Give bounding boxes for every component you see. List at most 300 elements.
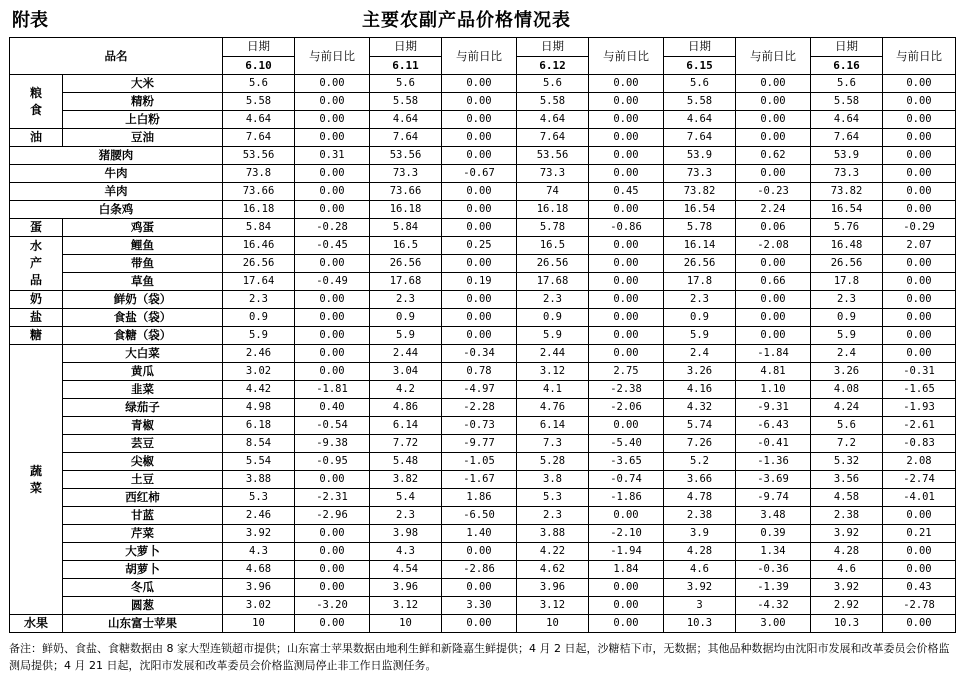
table-row — [10, 399, 956, 417]
page-title: 主要农副产品价格情况表 — [362, 10, 571, 31]
change-cell: 0.06 — [736, 219, 811, 237]
change-cell: -3.65 — [589, 453, 664, 471]
product-name: 甘蓝 — [63, 507, 223, 525]
price-cell: 53.56 — [517, 147, 589, 165]
change-cell: 1.84 — [589, 561, 664, 579]
change-cell: -3.69 — [736, 471, 811, 489]
price-cell: 4.24 — [811, 399, 883, 417]
date-value: 6.16 — [811, 56, 883, 75]
table-row — [10, 111, 956, 129]
table-row — [10, 453, 956, 471]
change-cell: -1.81 — [295, 381, 370, 399]
price-cell: 10.3 — [664, 615, 736, 633]
price-cell: 5.78 — [664, 219, 736, 237]
change-cell: -3.20 — [295, 597, 370, 615]
product-name: 冬瓜 — [63, 579, 223, 597]
change-cell: 0.00 — [442, 183, 517, 201]
price-cell: 5.6 — [517, 75, 589, 93]
price-cell: 0.9 — [664, 309, 736, 327]
price-cell: 26.56 — [223, 255, 295, 273]
price-cell: 3.96 — [370, 579, 442, 597]
change-cell: 0.00 — [589, 579, 664, 597]
price-cell: 5.74 — [664, 417, 736, 435]
product-name: 尖椒 — [63, 453, 223, 471]
price-cell: 5.32 — [811, 453, 883, 471]
price-cell: 16.5 — [517, 237, 589, 255]
change-cell: -0.41 — [736, 435, 811, 453]
price-cell: 3.12 — [517, 597, 589, 615]
price-cell: 4.64 — [811, 111, 883, 129]
price-cell: 17.8 — [664, 273, 736, 291]
change-cell: 0.00 — [295, 345, 370, 363]
change-cell: 0.00 — [295, 201, 370, 219]
product-name: 胡萝卜 — [63, 561, 223, 579]
price-cell: 5.28 — [517, 453, 589, 471]
price-cell: 5.9 — [517, 327, 589, 345]
change-cell: 0.00 — [589, 309, 664, 327]
price-cell: 4.76 — [517, 399, 589, 417]
table-row — [10, 597, 956, 615]
price-cell: 3.9 — [664, 525, 736, 543]
price-cell: 3.88 — [223, 471, 295, 489]
product-name: 猪腰肉 — [10, 147, 223, 165]
change-cell: 2.07 — [883, 237, 956, 255]
product-name: 上白粉 — [63, 111, 223, 129]
change-cell: 0.43 — [883, 579, 956, 597]
price-cell: 5.6 — [223, 75, 295, 93]
change-cell: -0.67 — [442, 165, 517, 183]
change-cell: 0.00 — [295, 309, 370, 327]
change-cell: -5.40 — [589, 435, 664, 453]
change-cell: 0.00 — [883, 507, 956, 525]
change-cell: 0.00 — [589, 615, 664, 633]
price-cell: 16.14 — [664, 237, 736, 255]
price-cell: 3.92 — [223, 525, 295, 543]
price-cell: 73.82 — [664, 183, 736, 201]
product-name: 白条鸡 — [10, 201, 223, 219]
price-cell: 7.64 — [223, 129, 295, 147]
date-header: 日期 — [223, 38, 295, 57]
change-cell: 0.00 — [589, 255, 664, 273]
price-cell: 4.2 — [370, 381, 442, 399]
price-cell: 4.86 — [370, 399, 442, 417]
price-cell: 6.14 — [517, 417, 589, 435]
change-cell: 0.00 — [442, 147, 517, 165]
change-cell: 0.00 — [589, 111, 664, 129]
change-cell: 0.00 — [736, 165, 811, 183]
product-name: 韭菜 — [63, 381, 223, 399]
change-cell: 0.00 — [295, 579, 370, 597]
table-row — [10, 291, 956, 309]
price-cell: 3.92 — [664, 579, 736, 597]
change-cell: -0.23 — [736, 183, 811, 201]
product-name: 羊肉 — [10, 183, 223, 201]
compare-header: 与前日比 — [442, 38, 517, 75]
price-cell: 5.9 — [664, 327, 736, 345]
table-row — [10, 201, 956, 219]
product-name: 西红柿 — [63, 489, 223, 507]
change-cell: 4.81 — [736, 363, 811, 381]
price-cell: 73.3 — [370, 165, 442, 183]
price-cell: 5.48 — [370, 453, 442, 471]
change-cell: 0.00 — [295, 165, 370, 183]
product-name: 大米 — [63, 75, 223, 93]
compare-header: 与前日比 — [736, 38, 811, 75]
change-cell: 0.00 — [295, 327, 370, 345]
price-cell: 74 — [517, 183, 589, 201]
product-name: 食盐（袋） — [63, 309, 223, 327]
change-cell: -0.31 — [883, 363, 956, 381]
price-cell: 0.9 — [370, 309, 442, 327]
table-row — [10, 165, 956, 183]
change-cell: -2.86 — [442, 561, 517, 579]
change-cell: -0.74 — [589, 471, 664, 489]
table-row — [10, 219, 956, 237]
change-cell: 0.00 — [883, 615, 956, 633]
price-cell: 4.54 — [370, 561, 442, 579]
change-cell: 0.19 — [442, 273, 517, 291]
price-cell: 0.9 — [223, 309, 295, 327]
change-cell: 0.00 — [883, 543, 956, 561]
table-row — [10, 525, 956, 543]
price-cell: 6.18 — [223, 417, 295, 435]
change-cell: 0.00 — [442, 543, 517, 561]
product-name: 山东富士苹果 — [63, 615, 223, 633]
change-cell: 0.00 — [295, 75, 370, 93]
change-cell: 1.34 — [736, 543, 811, 561]
table-row — [10, 543, 956, 561]
price-cell: 2.46 — [223, 507, 295, 525]
product-name: 豆油 — [63, 129, 223, 147]
product-name: 芹菜 — [63, 525, 223, 543]
change-cell: -1.93 — [883, 399, 956, 417]
product-name: 带鱼 — [63, 255, 223, 273]
change-cell: -2.06 — [589, 399, 664, 417]
price-cell: 3.04 — [370, 363, 442, 381]
change-cell: 0.00 — [883, 291, 956, 309]
change-cell: -4.01 — [883, 489, 956, 507]
price-cell: 26.56 — [370, 255, 442, 273]
change-cell: 0.00 — [589, 147, 664, 165]
change-cell: 0.66 — [736, 273, 811, 291]
change-cell: -0.29 — [883, 219, 956, 237]
price-cell: 5.6 — [811, 417, 883, 435]
price-cell: 2.44 — [370, 345, 442, 363]
price-cell: 26.56 — [664, 255, 736, 273]
price-cell: 2.38 — [811, 507, 883, 525]
footnote: 备注：鲜奶、食盐、食糖数据由 8 家大型连锁超市提供；山东富士苹果数据由地利生鲜和新隆嘉生鲜提供；4 月 2 日起，沙糖桔下市，无数据；其他品种数据均由沈阳市发展和改革委员会价格监测局提供；4 月 21 日起，沈阳市发展和改革委员会价格监测局停止非工作日监测任务。 — [9, 642, 950, 672]
price-cell: 26.56 — [517, 255, 589, 273]
change-cell: 0.00 — [295, 93, 370, 111]
price-cell: 4.64 — [664, 111, 736, 129]
price-cell: 4.58 — [811, 489, 883, 507]
change-cell: -2.61 — [883, 417, 956, 435]
change-cell: 0.21 — [883, 525, 956, 543]
change-cell: -1.65 — [883, 381, 956, 399]
change-cell: 0.00 — [295, 291, 370, 309]
change-cell: 2.24 — [736, 201, 811, 219]
product-name: 圆葱 — [63, 597, 223, 615]
price-cell: 3.96 — [223, 579, 295, 597]
price-cell: 5.84 — [223, 219, 295, 237]
table-row — [10, 579, 956, 597]
date-header: 日期 — [664, 38, 736, 57]
price-cell: 16.54 — [811, 201, 883, 219]
price-cell: 16.18 — [370, 201, 442, 219]
product-name: 大萝卜 — [63, 543, 223, 561]
price-cell: 53.56 — [223, 147, 295, 165]
change-cell: 0.00 — [442, 93, 517, 111]
price-cell: 7.26 — [664, 435, 736, 453]
product-name: 鲜奶（袋） — [63, 291, 223, 309]
price-cell: 17.68 — [370, 273, 442, 291]
change-cell: 0.00 — [295, 543, 370, 561]
change-cell: 0.00 — [736, 255, 811, 273]
price-cell: 7.64 — [517, 129, 589, 147]
change-cell: 0.00 — [589, 417, 664, 435]
price-cell: 0.9 — [811, 309, 883, 327]
price-cell: 2.3 — [811, 291, 883, 309]
compare-header: 与前日比 — [883, 38, 956, 75]
price-cell: 5.58 — [811, 93, 883, 111]
change-cell: 0.00 — [589, 345, 664, 363]
change-cell: -0.73 — [442, 417, 517, 435]
change-cell: -1.84 — [736, 345, 811, 363]
header-row — [10, 38, 956, 57]
product-name: 精粉 — [63, 93, 223, 111]
category-cell: 水产品 — [10, 237, 63, 291]
change-cell: 0.00 — [883, 165, 956, 183]
price-cell: 7.64 — [370, 129, 442, 147]
price-table-body — [10, 38, 956, 633]
change-cell: 0.00 — [589, 93, 664, 111]
date-header: 日期 — [370, 38, 442, 57]
product-name: 土豆 — [63, 471, 223, 489]
change-cell: 0.00 — [883, 273, 956, 291]
table-row — [10, 273, 956, 291]
change-cell: -2.31 — [295, 489, 370, 507]
change-cell: 0.25 — [442, 237, 517, 255]
change-cell: 0.00 — [295, 111, 370, 129]
price-cell: 4.22 — [517, 543, 589, 561]
table-row — [10, 417, 956, 435]
price-cell: 5.9 — [223, 327, 295, 345]
product-name: 大白菜 — [63, 345, 223, 363]
change-cell: 0.00 — [442, 129, 517, 147]
price-cell: 7.72 — [370, 435, 442, 453]
change-cell: 0.00 — [295, 525, 370, 543]
change-cell: -9.31 — [736, 399, 811, 417]
change-cell: 0.00 — [295, 129, 370, 147]
table-row — [10, 75, 956, 93]
price-cell: 3.66 — [664, 471, 736, 489]
category-cell: 粮食 — [10, 75, 63, 129]
product-name: 鸡蛋 — [63, 219, 223, 237]
change-cell: 0.00 — [883, 345, 956, 363]
date-header: 日期 — [811, 38, 883, 57]
price-cell: 3.12 — [370, 597, 442, 615]
category-cell: 盐 — [10, 309, 63, 327]
change-cell: 3.30 — [442, 597, 517, 615]
change-cell: 1.40 — [442, 525, 517, 543]
price-cell: 4.42 — [223, 381, 295, 399]
price-cell: 73.3 — [517, 165, 589, 183]
table-row — [10, 309, 956, 327]
change-cell: 1.86 — [442, 489, 517, 507]
price-cell: 5.4 — [370, 489, 442, 507]
price-cell: 2.3 — [517, 507, 589, 525]
change-cell: 0.00 — [295, 471, 370, 489]
price-cell: 2.3 — [223, 291, 295, 309]
price-cell: 2.44 — [517, 345, 589, 363]
change-cell: -2.10 — [589, 525, 664, 543]
table-row — [10, 615, 956, 633]
price-cell: 4.98 — [223, 399, 295, 417]
change-cell: 0.00 — [442, 291, 517, 309]
change-cell: 0.39 — [736, 525, 811, 543]
change-cell: -1.94 — [589, 543, 664, 561]
price-cell: 7.2 — [811, 435, 883, 453]
table-row — [10, 93, 956, 111]
price-cell: 3.92 — [811, 525, 883, 543]
change-cell: -1.86 — [589, 489, 664, 507]
price-cell: 17.8 — [811, 273, 883, 291]
price-cell: 5.58 — [223, 93, 295, 111]
change-cell: 0.00 — [442, 219, 517, 237]
price-cell: 2.92 — [811, 597, 883, 615]
table-row — [10, 327, 956, 345]
price-cell: 2.46 — [223, 345, 295, 363]
price-cell: 3.96 — [517, 579, 589, 597]
change-cell: -9.77 — [442, 435, 517, 453]
change-cell: 0.00 — [736, 93, 811, 111]
price-cell: 5.3 — [223, 489, 295, 507]
change-cell: 0.62 — [736, 147, 811, 165]
price-cell: 2.3 — [370, 507, 442, 525]
price-cell: 26.56 — [811, 255, 883, 273]
price-cell: 5.84 — [370, 219, 442, 237]
change-cell: 0.00 — [442, 615, 517, 633]
price-cell: 73.66 — [223, 183, 295, 201]
change-cell: -6.50 — [442, 507, 517, 525]
price-cell: 16.48 — [811, 237, 883, 255]
price-cell: 16.46 — [223, 237, 295, 255]
change-cell: 0.00 — [736, 75, 811, 93]
price-cell: 3.88 — [517, 525, 589, 543]
change-cell: 0.00 — [295, 255, 370, 273]
change-cell: 0.00 — [442, 201, 517, 219]
price-cell: 0.9 — [517, 309, 589, 327]
price-cell: 4.1 — [517, 381, 589, 399]
change-cell: -2.28 — [442, 399, 517, 417]
price-cell: 5.9 — [370, 327, 442, 345]
product-name: 黄瓜 — [63, 363, 223, 381]
change-cell: 0.00 — [883, 183, 956, 201]
price-cell: 53.56 — [370, 147, 442, 165]
price-cell: 2.3 — [370, 291, 442, 309]
table-row — [10, 471, 956, 489]
change-cell: 0.00 — [589, 327, 664, 345]
price-cell: 3.26 — [811, 363, 883, 381]
price-cell: 17.68 — [517, 273, 589, 291]
product-name: 草鱼 — [63, 273, 223, 291]
change-cell: 2.75 — [589, 363, 664, 381]
price-cell: 17.64 — [223, 273, 295, 291]
change-cell: -6.43 — [736, 417, 811, 435]
category-cell: 糖 — [10, 327, 63, 345]
change-cell: -1.05 — [442, 453, 517, 471]
price-cell: 5.58 — [370, 93, 442, 111]
change-cell: -1.39 — [736, 579, 811, 597]
change-cell: -2.78 — [883, 597, 956, 615]
change-cell: -0.28 — [295, 219, 370, 237]
price-cell: 7.64 — [811, 129, 883, 147]
price-cell: 3.8 — [517, 471, 589, 489]
price-cell: 16.54 — [664, 201, 736, 219]
price-cell: 73.8 — [223, 165, 295, 183]
price-cell: 5.3 — [517, 489, 589, 507]
price-cell: 16.18 — [223, 201, 295, 219]
change-cell: -2.08 — [736, 237, 811, 255]
change-cell: 0.00 — [295, 183, 370, 201]
product-name: 牛肉 — [10, 165, 223, 183]
change-cell: 0.00 — [736, 309, 811, 327]
price-cell: 2.4 — [664, 345, 736, 363]
date-header: 日期 — [517, 38, 589, 57]
change-cell: 0.00 — [589, 129, 664, 147]
price-cell: 6.14 — [370, 417, 442, 435]
name-header: 品名 — [10, 38, 223, 75]
price-cell: 5.58 — [517, 93, 589, 111]
change-cell: 0.00 — [883, 129, 956, 147]
table-row — [10, 363, 956, 381]
table-row — [10, 345, 956, 363]
price-cell: 2.38 — [664, 507, 736, 525]
change-cell: -9.38 — [295, 435, 370, 453]
change-cell: 0.00 — [589, 201, 664, 219]
compare-header: 与前日比 — [295, 38, 370, 75]
price-cell: 5.76 — [811, 219, 883, 237]
change-cell: 0.00 — [883, 75, 956, 93]
category-cell: 水果 — [10, 615, 63, 633]
price-cell: 10 — [370, 615, 442, 633]
category-cell: 油 — [10, 129, 63, 147]
compare-header: 与前日比 — [589, 38, 664, 75]
change-cell: -0.45 — [295, 237, 370, 255]
price-cell: 5.9 — [811, 327, 883, 345]
change-cell: 0.00 — [442, 327, 517, 345]
table-row — [10, 435, 956, 453]
price-cell: 5.6 — [664, 75, 736, 93]
table-row — [10, 237, 956, 255]
price-cell: 4.16 — [664, 381, 736, 399]
table-row — [10, 489, 956, 507]
change-cell: -0.86 — [589, 219, 664, 237]
price-cell: 53.9 — [811, 147, 883, 165]
price-cell: 4.6 — [664, 561, 736, 579]
date-value: 6.12 — [517, 56, 589, 75]
price-cell: 5.2 — [664, 453, 736, 471]
price-cell: 3.26 — [664, 363, 736, 381]
change-cell: 3.48 — [736, 507, 811, 525]
change-cell: 0.00 — [883, 111, 956, 129]
change-cell: 0.00 — [589, 291, 664, 309]
change-cell: -9.74 — [736, 489, 811, 507]
change-cell: 0.45 — [589, 183, 664, 201]
price-cell: 4.62 — [517, 561, 589, 579]
price-cell: 4.68 — [223, 561, 295, 579]
change-cell: 0.00 — [736, 327, 811, 345]
